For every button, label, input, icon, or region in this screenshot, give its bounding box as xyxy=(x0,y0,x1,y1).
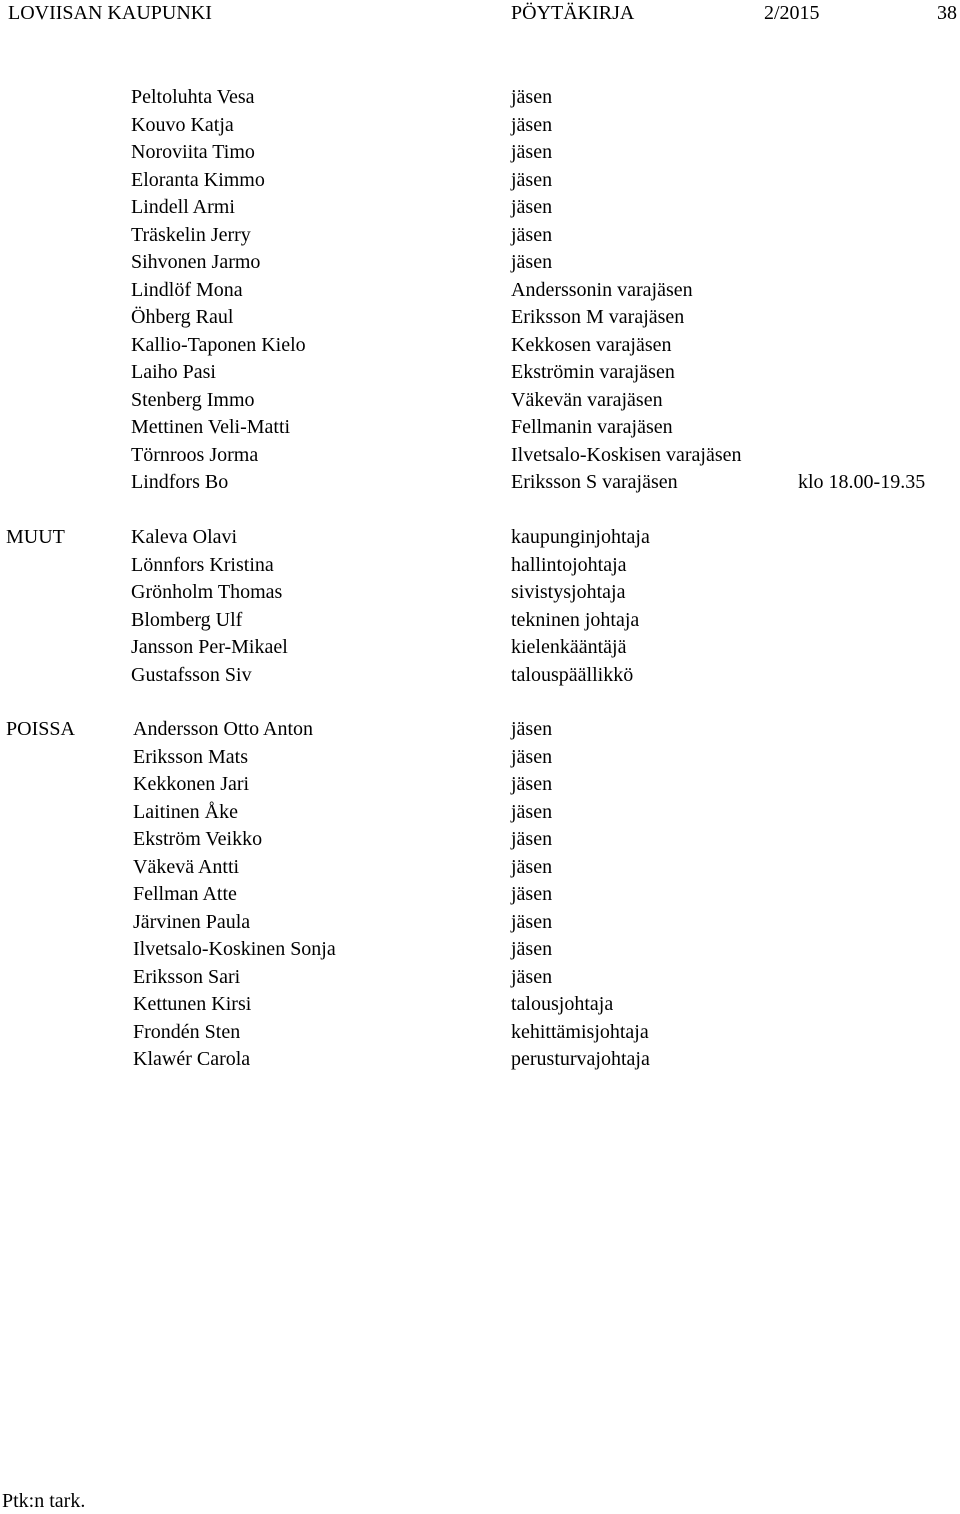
attendee-row xyxy=(0,938,960,966)
attendee-name: Laitinen Åke xyxy=(133,800,238,823)
attendee-row xyxy=(0,251,960,279)
attendee-role: Kekkosen varajäsen xyxy=(511,333,672,356)
attendee-name: Gustafsson Siv xyxy=(131,663,252,686)
attendee-row xyxy=(0,279,960,307)
attendee-role: jäsen xyxy=(511,113,553,136)
attendee-name: Kouvo Katja xyxy=(131,113,234,136)
attendee-row xyxy=(0,471,960,499)
attendee-role: Eriksson M varajäsen xyxy=(511,306,685,328)
attendee-role: tekninen johtaja xyxy=(511,608,640,631)
attendee-name: Jansson Per-Mikael xyxy=(131,636,288,658)
minutes-checker-footer: Ptk:n tark. xyxy=(2,1490,86,1512)
attendee-name: Kettunen Kirsi xyxy=(133,993,252,1015)
others-section-label: MUUT xyxy=(6,526,65,548)
attendee-role: jäsen xyxy=(511,223,553,246)
attendee-name: Lönnfors Kristina xyxy=(131,553,274,576)
attendee-role: kehittämisjohtaja xyxy=(511,1020,649,1043)
attendee-row xyxy=(0,746,960,774)
attendee-row xyxy=(0,416,960,444)
attendee-name: Järvinen Paula xyxy=(133,910,251,933)
document-type: PÖYTÄKIRJA xyxy=(511,2,635,24)
attendee-name: Eriksson Mats xyxy=(133,745,248,768)
attendee-row xyxy=(0,114,960,142)
attendee-row xyxy=(0,993,960,1021)
attendee-role: jäsen xyxy=(511,86,553,108)
attendee-row xyxy=(0,361,960,389)
attendee-row xyxy=(0,444,960,472)
attendee-name: Klawér Carola xyxy=(133,1048,251,1070)
attendee-name: Eriksson Sari xyxy=(133,965,241,988)
attendee-name: Lindlöf Mona xyxy=(131,278,243,301)
attendee-role: Eriksson S varajäsen xyxy=(511,471,678,493)
attendee-row xyxy=(0,334,960,362)
attendee-name: Törnroos Jorma xyxy=(131,443,259,466)
others-section xyxy=(0,526,960,691)
attendee-name: Väkevä Antti xyxy=(133,855,240,878)
attendee-role: jäsen xyxy=(511,196,553,218)
attendee-role: jäsen xyxy=(511,718,553,740)
attendee-row xyxy=(0,883,960,911)
attendee-name: Kekkonen Jari xyxy=(133,773,250,795)
attendee-row xyxy=(0,581,960,609)
attendee-role: talousjohtaja xyxy=(511,993,614,1015)
attendee-role: hallintojohtaja xyxy=(511,553,627,576)
attendee-role: jäsen xyxy=(511,251,553,273)
attendee-row xyxy=(0,609,960,637)
document-number: 2/2015 xyxy=(764,2,820,24)
attendee-row xyxy=(0,224,960,252)
attendee-role: jäsen xyxy=(511,168,553,191)
attendee-role: jäsen xyxy=(511,773,553,795)
attendee-role: Fellmanin varajäsen xyxy=(511,416,673,438)
attendee-name: Ekström Veikko xyxy=(133,828,263,850)
attendee-name: Kaleva Olavi xyxy=(131,526,238,548)
attendee-row xyxy=(0,526,960,554)
attendee-name: Fellman Atte xyxy=(133,883,237,905)
attendee-row xyxy=(0,306,960,334)
page-header xyxy=(0,2,960,28)
attendee-row xyxy=(0,636,960,664)
present-members-section xyxy=(0,86,960,499)
attendee-role: Väkevän varajäsen xyxy=(511,388,663,411)
attendee-role: perusturvajohtaja xyxy=(511,1048,650,1070)
attendee-row xyxy=(0,169,960,197)
absent-section xyxy=(0,718,960,1076)
attendee-row xyxy=(0,828,960,856)
attendee-name: Kallio-Taponen Kielo xyxy=(131,333,306,356)
attendee-row xyxy=(0,966,960,994)
attendance-time: klo 18.00-19.35 xyxy=(798,471,926,493)
attendee-role: jäsen xyxy=(511,883,553,905)
page-number: 38 xyxy=(937,2,957,24)
attendee-name: Mettinen Veli-Matti xyxy=(131,416,291,438)
attendee-role: jäsen xyxy=(511,800,553,823)
attendee-name: Träskelin Jerry xyxy=(131,223,251,246)
attendee-role: kaupunginjohtaja xyxy=(511,526,650,548)
attendee-role: Anderssonin varajäsen xyxy=(511,278,693,301)
attendee-role: jäsen xyxy=(511,855,553,878)
attendee-row xyxy=(0,664,960,692)
attendee-row xyxy=(0,773,960,801)
organization-name: LOVIISAN KAUPUNKI xyxy=(8,2,212,24)
attendee-role: jäsen xyxy=(511,141,553,163)
attendee-role: kielenkääntäjä xyxy=(511,636,627,658)
attendee-role: jäsen xyxy=(511,828,553,850)
attendee-row xyxy=(0,718,960,746)
attendee-name: Eloranta Kimmo xyxy=(131,168,265,191)
attendee-role: jäsen xyxy=(511,965,553,988)
attendee-name: Frondén Sten xyxy=(133,1020,241,1043)
attendee-role: Ilvetsalo-Koskisen varajäsen xyxy=(511,443,742,466)
attendee-name: Lindfors Bo xyxy=(131,471,229,493)
attendee-name: Lindell Armi xyxy=(131,196,235,218)
attendee-name: Andersson Otto Anton xyxy=(133,718,313,740)
attendee-row xyxy=(0,911,960,939)
absent-section-label: POISSA xyxy=(6,718,75,740)
attendee-row xyxy=(0,856,960,884)
attendee-row xyxy=(0,1048,960,1076)
attendee-role: Ekströmin varajäsen xyxy=(511,361,675,383)
attendee-role: jäsen xyxy=(511,910,553,933)
attendee-name: Noroviita Timo xyxy=(131,141,255,163)
attendee-name: Ilvetsalo-Koskinen Sonja xyxy=(133,938,336,960)
attendee-name: Grönholm Thomas xyxy=(131,581,283,603)
attendee-role: sivistysjohtaja xyxy=(511,581,626,603)
attendee-row xyxy=(0,141,960,169)
attendee-role: jäsen xyxy=(511,938,553,960)
attendee-row xyxy=(0,86,960,114)
attendee-role: jäsen xyxy=(511,745,553,768)
attendee-name: Peltoluhta Vesa xyxy=(131,86,255,108)
attendee-name: Stenberg Immo xyxy=(131,388,255,411)
attendee-name: Laiho Pasi xyxy=(131,361,216,383)
attendee-name: Sihvonen Jarmo xyxy=(131,251,261,273)
attendee-row xyxy=(0,196,960,224)
attendee-row xyxy=(0,389,960,417)
attendee-row xyxy=(0,1021,960,1049)
attendee-row xyxy=(0,801,960,829)
attendee-name: Öhberg Raul xyxy=(131,306,234,328)
attendee-name: Blomberg Ulf xyxy=(131,608,243,631)
attendee-role: talouspäällikkö xyxy=(511,663,634,686)
attendee-row xyxy=(0,554,960,582)
